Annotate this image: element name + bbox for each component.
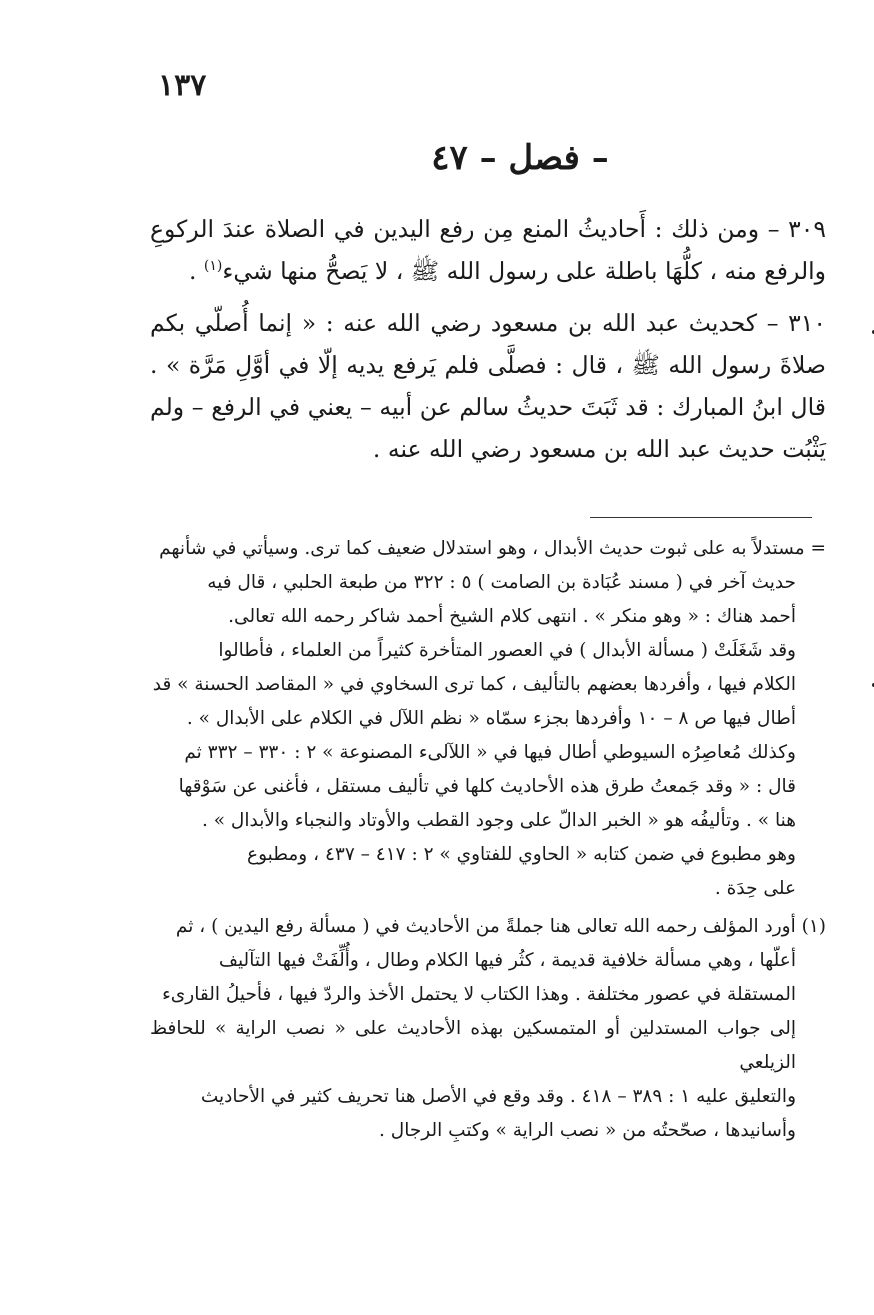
footnote-separator xyxy=(590,517,812,518)
footnote-line: وقد شَغَلَتْ ( مسألة الأبدال ) في العصور المتأخرة كثيراً من العلماء ، فأطالوا xyxy=(218,640,796,661)
footnote-line: وأسانيدها ، صحّحتُه من « نصب الراية » وكتبِ الرجال . xyxy=(379,1120,796,1141)
footnote-line: المستقلة في عصور مختلفة . وهذا الكتاب لا يحتمل الأخذ والردّ فيها ، فأحيلُ القارىء xyxy=(162,984,796,1005)
footnote-line: الكلام فيها ، وأفردها بعضهم بالتأليف ، كما ترى السخاوي في « المقاصد الحسنة » قد xyxy=(152,674,796,695)
footnote-1 xyxy=(150,910,826,1148)
footnote-reference[interactable]: (١) xyxy=(203,258,223,275)
footnote-continued xyxy=(150,532,826,634)
footnote-line: إلى جواب المستدلين أو المتمسكين بهذه الأحاديث على « نصب الراية » للحافظ الزيلعي xyxy=(150,1018,796,1073)
footnotes-section xyxy=(150,532,826,1148)
footnote-line: قال : « وقد جَمعتُ طرق هذه الأحاديث كلها في تأليف مستقل ، فأغنى عن سَوْقها xyxy=(178,776,796,797)
footnote-line: (١) أورد المؤلف رحمه الله تعالى هنا جملةً من الأحاديث في ( مسألة رفع اليدين ) ، ثم xyxy=(175,916,826,937)
main-text xyxy=(150,208,826,470)
footnote-line: على حِدَة . xyxy=(714,878,796,899)
paragraph-309-text: ٣٠٩ – ومن ذلك : أَحاديثُ المنع مِن رفع اليدين في الصلاة عندَ الركوعِ والرفع منه ، كلُّهَا باطلة على رسول الله ﷺ ، لا يَصحُّ منها شيء xyxy=(150,215,826,285)
footnote-line: أحمد هناك : « وهو منكر » . انتهى كلام الشيخ أحمد شاكر رحمه الله تعالى. xyxy=(228,606,796,627)
chapter-title: فصل – ٤٧ – xyxy=(431,138,609,178)
footnote-line: والتعليق عليه ١ : ٣٨٩ – ٤١٨ . وقد وقع في الأصل هنا تحريف كثير في الأحاديث xyxy=(200,1086,796,1107)
footnote-abdal-discussion xyxy=(150,634,826,906)
paragraph-310: ٣١٠ – كحديث عبد الله بن مسعود رضي الله عنه : « إنما أُصلّي بكم صلاةَ رسول الله ﷺ ، قال : فصلَّى فلم يَرفع يديه إلّا في أوَّلِ مَرَّة » . قال ابنُ المبارك : قد ثَبَتَ حديثُ سالم عن أبيه – يعني في الرفع – ولم يَثْبُت حديث عبد الله بن مسعود رضي الله عنه . xyxy=(150,309,826,463)
footnote-line: هنا » . وتأليفُه هو « الخبر الدالّ على وجود القطب والأوتاد والنجباء والأبدال » . xyxy=(201,810,796,831)
footnote-line: أعلّها ، وهي مسألة خلافية قديمة ، كثُر فيها الكلام وطال ، وأُلِّفَتْ فيها التآليف xyxy=(218,950,796,971)
paragraph-309: ٣٠٩ – ومن ذلك : أَحاديثُ المنع مِن رفع اليدين في الصلاة عندَ الركوعِ والرفع منه ، كلُّهَا باطلة على رسول الله ﷺ ، لا يَصحُّ منها شيء$^{(١)}$ . xyxy=(150,215,826,285)
footnote-line: حديث آخر في ( مسند عُبَادة بن الصامت ) ٥ : ٣٢٢ من طبعة الحلبي ، قال فيه xyxy=(207,572,796,593)
footnote-line: وكذلك مُعاصِرُه السيوطي أطال فيها في « اللآلىء المصنوعة » ٢ : ٣٣٠ – ٣٣٢ ثم xyxy=(184,742,796,763)
footnote-line: أطال فيها ص ٨ – ١٠ وأفردها بجزء سمّاه « نظم اللآل في الكلام على الأبدال » . xyxy=(186,708,796,729)
footnote-line: = مستدلاً به على ثبوت حديث الأبدال ، وهو استدلال ضعيف كما ترى. وسيأتي في شأنهم xyxy=(159,538,826,559)
footnote-line: وهو مطبوع في ضمن كتابه « الحاوي للفتاوي » ٢ : ٤١٧ – ٤٣٧ ، ومطبوع xyxy=(247,844,796,865)
page-number: ١٣٧ xyxy=(158,68,207,103)
